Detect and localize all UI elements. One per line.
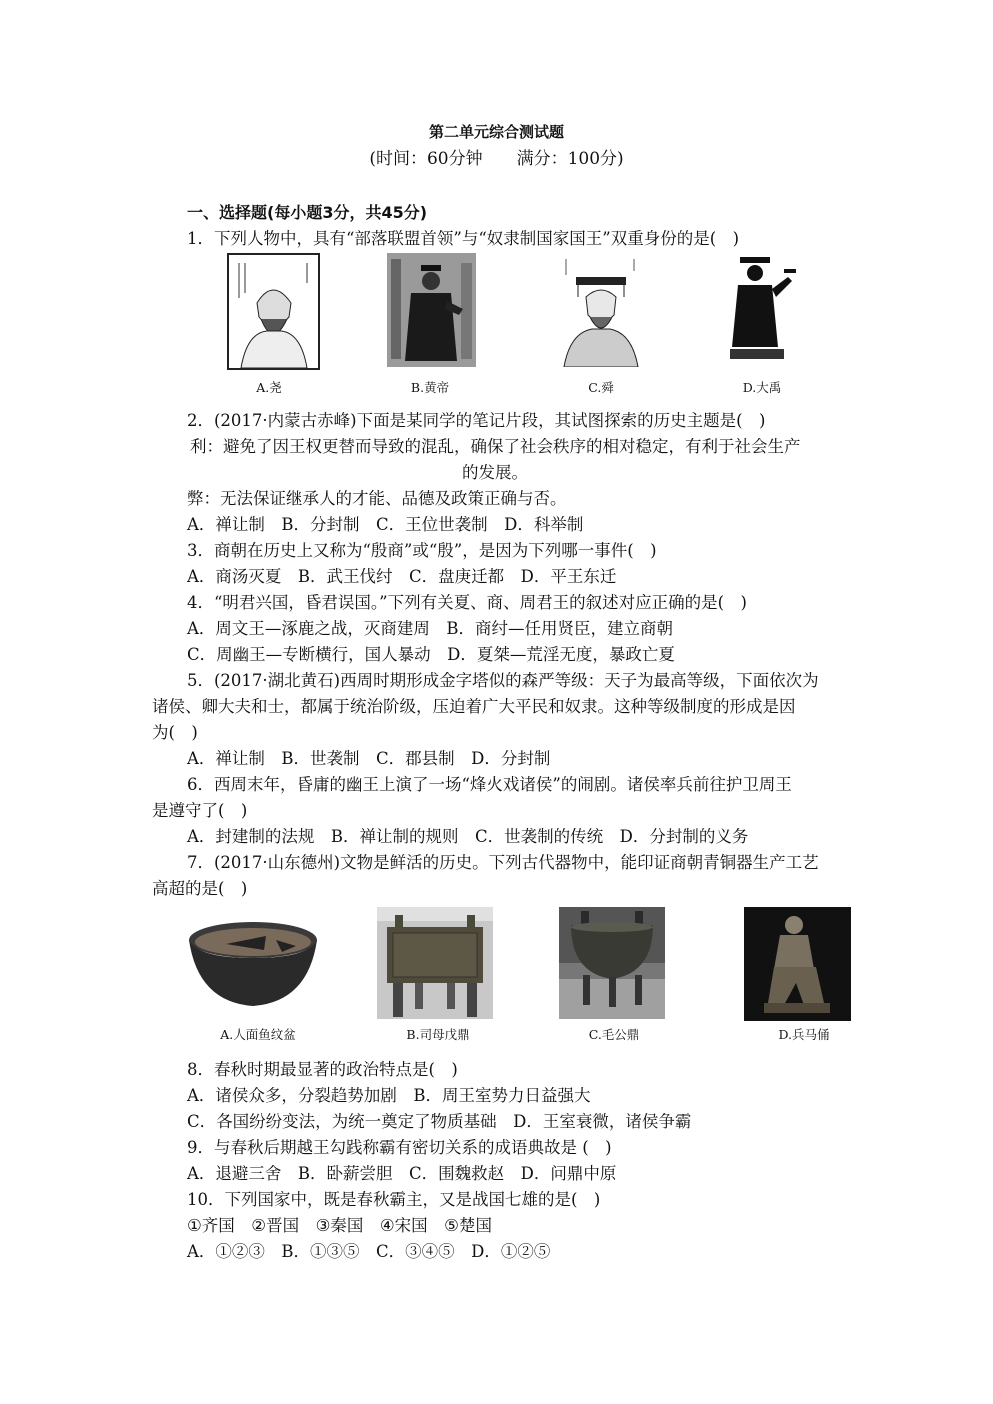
question-4-stem: 4．“明君兴国，昏君误国。”下列有关夏、商、周君王的叙述对应正确的是( ) <box>187 593 747 612</box>
question-6-line1: 6．西周末年，昏庸的幽王上演了一场“烽火戏诸侯”的闹剧。诸侯率兵前往护卫周王 <box>187 775 792 794</box>
figure-dayu <box>716 253 798 367</box>
section-heading: 一、选择题(每小题3分，共45分) <box>187 203 428 222</box>
question-2-note-disadvantage: 弊：无法保证继承人的才能、品德及政策正确与否。 <box>187 489 567 508</box>
figure-terracotta-warrior <box>744 907 851 1021</box>
question-3-options: A．商汤灭夏 B．武王伐纣 C．盘庚迁都 D．平王东迁 <box>187 567 617 586</box>
question-1-stem: 1．下列人物中，具有“部落联盟首领”与“奴隶制国家国王”双重身份的是( ) <box>187 229 740 248</box>
question-6-options: A．封建制的法规 B．禅让制的规则 C．世袭制的传统 D．分封制的义务 <box>187 827 749 846</box>
figure-fish-bowl <box>186 918 320 1014</box>
caption-bowl: A.人面鱼纹盆 <box>220 1027 296 1042</box>
question-2-note-advantage-cont: 的发展。 <box>462 463 528 482</box>
question-5-line3: 为( ) <box>152 723 198 742</box>
figure-yao <box>227 253 320 370</box>
caption-maogong: C.毛公鼎 <box>588 1027 640 1042</box>
question-10-stem: 10．下列国家中，既是春秋霸主，又是战国七雄的是( ) <box>187 1190 601 1209</box>
question-5-line1: 5．(2017·湖北黄石)西周时期形成金字塔似的森严等级：天子为最高等级，下面依次为 <box>187 671 819 690</box>
question-5-line2: 诸侯、卿大夫和士，都属于统治阶级，压迫着广大平民和奴隶。这种等级制度的形成是因 <box>152 697 796 716</box>
question-10-options: A．①②③ B．①③⑤ C．③④⑤ D．①②⑤ <box>187 1242 551 1261</box>
question-4-options-ab: A．周文王—涿鹿之战，灭商建周 B．商纣—任用贤臣，建立商朝 <box>187 619 674 638</box>
exam-time-info: (时间：60分钟 满分：100分) <box>369 149 624 169</box>
caption-d: D.大禹 <box>742 380 782 395</box>
question-3-stem: 3．商朝在历史上又称为“殷商”或“殷”，是因为下列哪一事件( ) <box>187 541 657 560</box>
page-title: 第二单元综合测试题 <box>428 123 564 141</box>
question-6-line2: 是遵守了( ) <box>152 801 248 820</box>
question-9-options: A．退避三舍 B．卧薪尝胆 C．围魏救赵 D．问鼎中原 <box>187 1164 617 1183</box>
question-7-line1: 7．(2017·山东德州)文物是鲜活的历史。下列古代器物中，能印证商朝青铜器生产工艺 <box>187 853 819 872</box>
question-2-options: A．禅让制 B．分封制 C．王位世袭制 D．科举制 <box>187 515 584 534</box>
question-9-stem: 9．与春秋后期越王勾践称霸有密切关系的成语典故是 ( ) <box>187 1138 612 1157</box>
question-8-options-cd: C．各国纷纷变法，为统一奠定了物质基础 D．王室衰微，诸侯争霸 <box>187 1112 692 1131</box>
question-4-options-cd: C．周幽王—专断横行，国人暴动 D．夏桀—荒淫无度，暴政亡夏 <box>187 645 675 664</box>
figure-maogong-ding <box>559 907 665 1019</box>
question-8-options-ab: A．诸侯众多，分裂趋势加剧 B．周王室势力日益强大 <box>187 1086 591 1105</box>
question-7-line2: 高超的是( ) <box>152 879 248 898</box>
question-2-stem: 2．(2017·内蒙古赤峰)下面是某同学的笔记片段，其试图探索的历史主题是( ) <box>187 411 766 430</box>
caption-b: B.黄帝 <box>410 380 450 395</box>
figure-shun <box>558 253 642 367</box>
figure-huangdi <box>387 253 476 367</box>
question-2-note-advantage: 利：避免了因王权更替而导致的混乱，确保了社会秩序的相对稳定，有利于社会生产 <box>190 437 801 456</box>
question-10-items: ①齐国 ②晋国 ③秦国 ④宋国 ⑤楚国 <box>187 1216 492 1235</box>
figure-simuwu-ding <box>377 907 493 1019</box>
caption-terracotta: D.兵马俑 <box>778 1027 830 1042</box>
caption-a: A.尧 <box>256 380 282 395</box>
question-8-stem: 8．春秋时期最显著的政治特点是( ) <box>187 1060 458 1079</box>
caption-simuwu: B.司母戊鼎 <box>406 1027 470 1042</box>
caption-c: C.舜 <box>588 380 614 395</box>
question-5-options: A．禅让制 B．世袭制 C．郡县制 D．分封制 <box>187 749 551 768</box>
